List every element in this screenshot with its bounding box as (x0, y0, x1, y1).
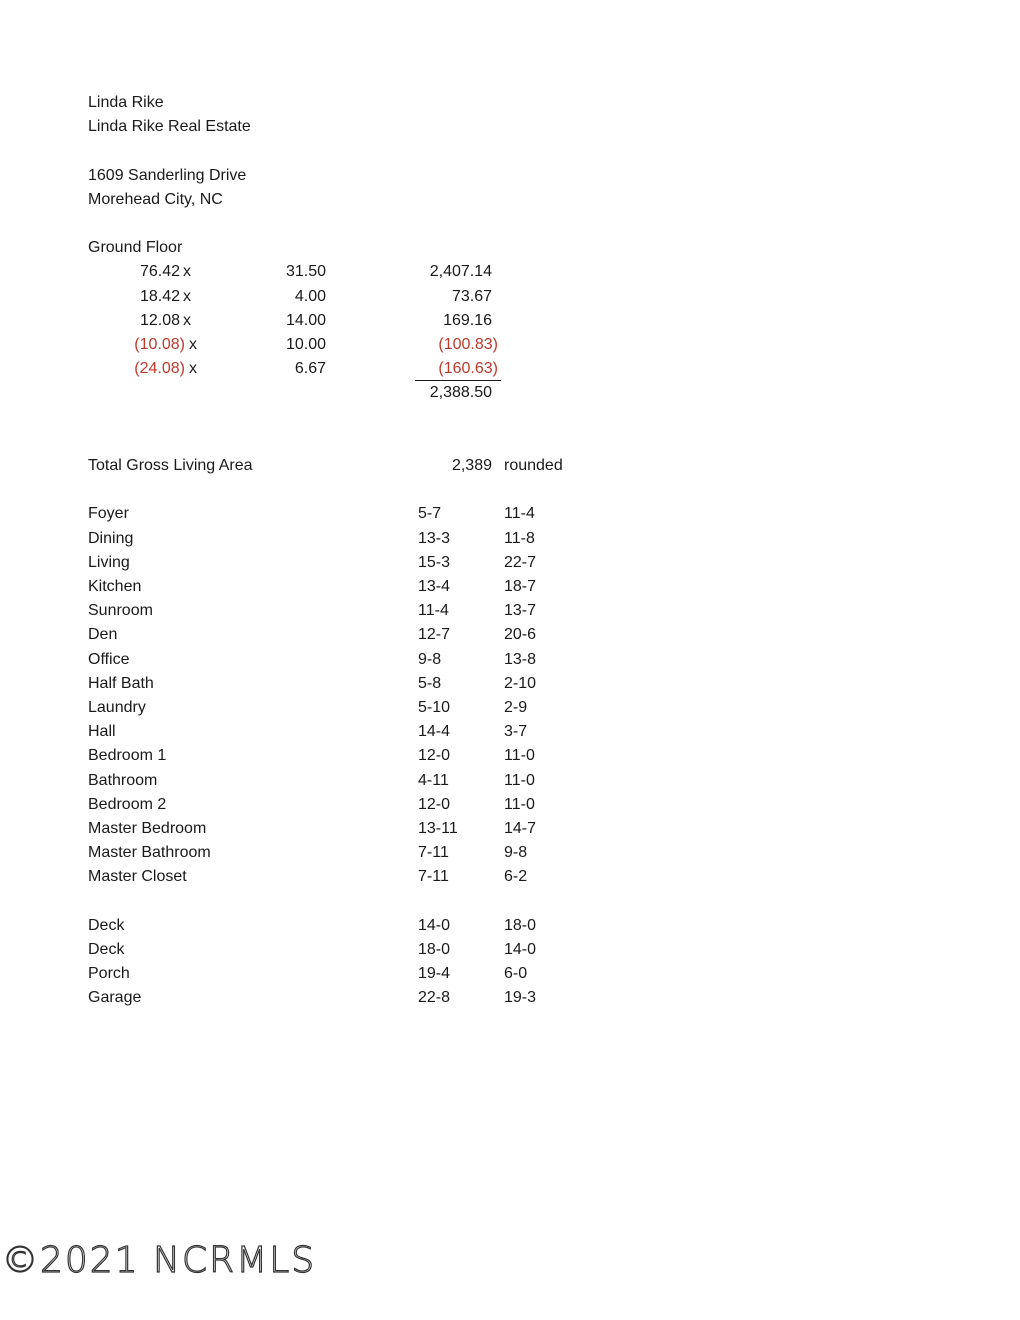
room-dim-b: 18-7 (504, 578, 537, 595)
exterior-dim-b: 19-3 (504, 989, 537, 1006)
room-dim-a: 15-3 (418, 554, 451, 571)
address-line-1: 1609 Sanderling Drive (88, 167, 247, 184)
calc-multiply-sign: x (189, 360, 197, 377)
room-dim-a: 12-0 (418, 796, 451, 813)
exterior-dim-a: 22-8 (418, 989, 451, 1006)
exterior-name: Deck (88, 941, 125, 958)
room-dim-b: 11-8 (504, 530, 535, 547)
calc-multiply-sign: x (183, 312, 191, 329)
exterior-dim-a: 18-0 (418, 941, 451, 958)
calc-multiply-sign: x (183, 288, 191, 305)
room-dim-b: 9-8 (504, 844, 528, 861)
room-dim-a: 11-4 (418, 602, 449, 619)
room-dim-a: 13-3 (418, 530, 451, 547)
room-name: Half Bath (88, 675, 154, 692)
calc-area: 169.16 (443, 312, 492, 329)
exterior-dim-b: 14-0 (504, 941, 537, 958)
room-dim-b: 11-0 (504, 772, 535, 789)
room-dim-b: 22-7 (504, 554, 537, 571)
room-dim-a: 5-10 (418, 699, 451, 716)
calc-dim1: 18.42 (139, 288, 180, 305)
calc-subtotal: 2,388.50 (429, 384, 492, 401)
calc-multiply-sign: x (189, 336, 197, 353)
room-dim-b: 13-8 (504, 651, 537, 668)
room-name: Master Bedroom (88, 820, 207, 837)
copyright-watermark: ©2021 NCRMLS (2, 1240, 317, 1281)
room-dim-b: 3-7 (504, 723, 528, 740)
room-dim-a: 7-11 (418, 868, 449, 885)
room-dim-b: 13-7 (504, 602, 537, 619)
room-dim-a: 5-7 (418, 505, 442, 522)
ground-floor-heading: Ground Floor (88, 239, 183, 256)
exterior-dim-a: 19-4 (418, 965, 451, 982)
room-dim-a: 13-4 (418, 578, 451, 595)
room-name: Sunroom (88, 602, 153, 619)
company-name: Linda Rike Real Estate (88, 118, 251, 135)
exterior-name: Porch (88, 965, 130, 982)
room-name: Den (88, 626, 118, 643)
room-name: Bathroom (88, 772, 158, 789)
room-dim-b: 14-7 (504, 820, 537, 837)
room-name: Laundry (88, 699, 146, 716)
address-line-2: Morehead City, NC (88, 191, 223, 208)
calc-dim1: 12.08 (139, 312, 180, 329)
calc-area-negative: (160.63) (438, 360, 498, 377)
calc-area: 2,407.14 (429, 263, 492, 280)
subtotal-rule (415, 380, 501, 381)
room-dim-b: 20-6 (504, 626, 537, 643)
calc-dim2: 14.00 (285, 312, 326, 329)
total-note: rounded (504, 457, 563, 474)
room-dim-b: 2-10 (504, 675, 537, 692)
room-name: Hall (88, 723, 116, 740)
exterior-dim-b: 18-0 (504, 917, 537, 934)
room-name: Dining (88, 530, 134, 547)
room-name: Bedroom 2 (88, 796, 167, 813)
calc-multiply-sign: x (183, 263, 191, 280)
calc-dim2: 10.00 (285, 336, 326, 353)
exterior-name: Garage (88, 989, 142, 1006)
room-dim-b: 11-4 (504, 505, 535, 522)
calc-dim1: 76.42 (139, 263, 180, 280)
room-dim-a: 9-8 (418, 651, 442, 668)
calc-dim2: 31.50 (285, 263, 326, 280)
room-dim-a: 12-7 (418, 626, 451, 643)
room-dim-b: 6-2 (504, 868, 528, 885)
calc-area-negative: (100.83) (438, 336, 498, 353)
calc-area: 73.67 (451, 288, 492, 305)
room-dim-a: 7-11 (418, 844, 449, 861)
room-dim-b: 11-0 (504, 747, 535, 764)
room-dim-a: 12-0 (418, 747, 451, 764)
room-name: Master Closet (88, 868, 187, 885)
exterior-name: Deck (88, 917, 125, 934)
agent-name: Linda Rike (88, 94, 164, 111)
room-dim-a: 13-11 (418, 820, 458, 837)
room-name: Foyer (88, 505, 129, 522)
room-dim-a: 5-8 (418, 675, 442, 692)
room-dim-a: 14-4 (418, 723, 451, 740)
total-label: Total Gross Living Area (88, 457, 253, 474)
calc-dim1-negative: (24.08) (134, 360, 185, 377)
room-name: Bedroom 1 (88, 747, 167, 764)
calc-dim2: 6.67 (294, 360, 326, 377)
room-name: Master Bathroom (88, 844, 211, 861)
room-dim-b: 2-9 (504, 699, 528, 716)
exterior-dim-a: 14-0 (418, 917, 451, 934)
room-name: Living (88, 554, 130, 571)
room-dim-a: 4-11 (418, 772, 449, 789)
room-name: Kitchen (88, 578, 142, 595)
room-name: Office (88, 651, 130, 668)
calc-dim2: 4.00 (294, 288, 326, 305)
calc-dim1-negative: (10.08) (134, 336, 185, 353)
exterior-dim-b: 6-0 (504, 965, 528, 982)
room-dim-b: 11-0 (504, 796, 535, 813)
total-value: 2,389 (451, 457, 492, 474)
